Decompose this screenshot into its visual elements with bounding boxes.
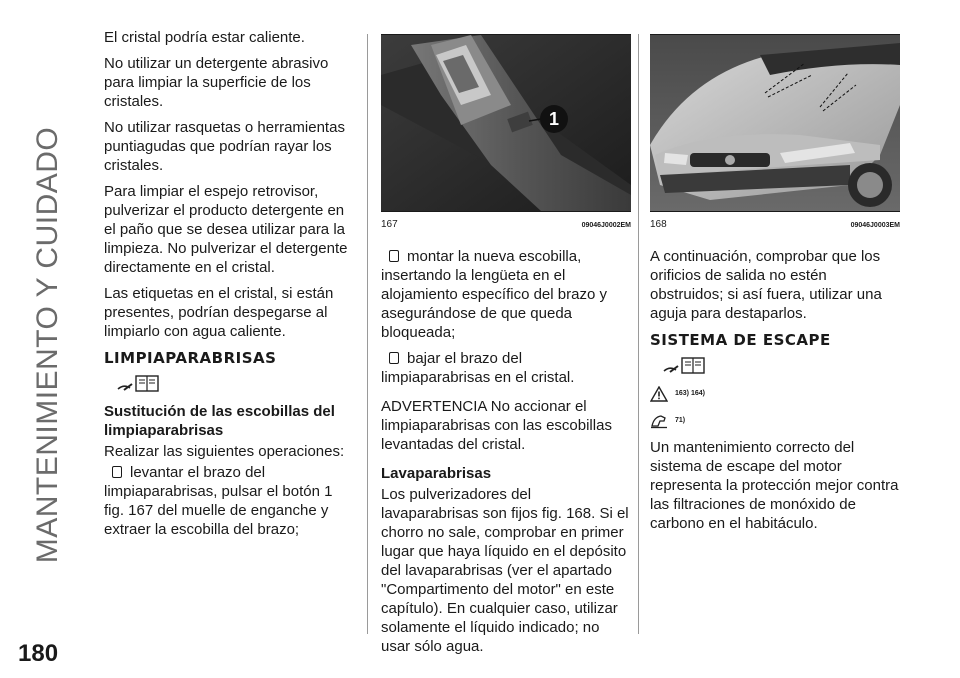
warning-triangle-icon <box>650 386 668 402</box>
subheading-escobillas: Sustitución de las escobillas del limpiaparabrisas <box>104 403 335 439</box>
column-2 <box>381 28 631 663</box>
list-item: montar la nueva escobilla, insertando la lengüeta en el alojamiento específico del brazo y asegurándose de que queda bloqueada; <box>381 248 607 341</box>
paragraph: Realizar las siguientes operaciones: <box>104 443 345 460</box>
column-3 <box>650 28 900 540</box>
figure-caption <box>650 211 900 235</box>
paragraph: A continuación, comprobar que los orificios de salida no estén obstruidos; si así fuera, utilizar una aguja para destaparlos. <box>650 248 882 322</box>
section-title-limpiaparabrisas: LIMPIAPARABRISAS <box>104 349 277 367</box>
checkbox-bullet-icon <box>389 250 399 262</box>
note-ref-row <box>650 411 900 430</box>
list-item: bajar el brazo del limpiaparabrisas en el cristal. <box>381 350 575 386</box>
caution-hand-icon <box>650 413 668 429</box>
paragraph: Un mantenimiento correcto del sistema de escape del motor representa la protección mejor contra las filtraciones de monóxido de carbono en el habitáculo. <box>650 439 899 532</box>
warning-ref-row <box>650 384 900 403</box>
section-title-sistema-de-escape: SISTEMA DE ESCAPE <box>650 331 831 349</box>
subheading-lavaparabrisas: Lavaparabrisas <box>381 465 492 482</box>
figure-168-car-hood <box>650 34 900 211</box>
figure-caption <box>381 211 631 235</box>
figure-167-wiper-blade <box>381 34 631 211</box>
figure-code: 09046J0003EM <box>850 222 900 229</box>
car-washer-illustration <box>650 35 900 211</box>
figure-number: 168 <box>650 219 667 230</box>
checkbox-bullet-icon <box>112 466 122 478</box>
note-refs: 71) <box>675 417 686 424</box>
warning-paragraph: ADVERTENCIA No accionar el limpiaparabrisas con las escobillas levantadas del cristal. <box>381 398 612 453</box>
callout-badge: 1 <box>540 105 568 133</box>
paragraph: Los pulverizadores del lavaparabrisas son fijos fig. 168. Si el chorro no sale, comprobar en primer lugar que haya líquido en el depósito del lavaparabrisas (ver el apartado "Compartimento del motor" en este capítulo). En cualquier caso, utilizar solamente el líquido indicado; no usar sólo agua. <box>381 486 629 655</box>
wiper-blade-illustration <box>381 35 631 211</box>
paragraph: El cristal podría estar caliente. <box>104 29 305 46</box>
chapter-side-title: MANTENIMIENTO Y CUIDADO <box>31 126 64 564</box>
warning-refs: 163) 164) <box>675 390 705 397</box>
paragraph: Las etiquetas en el cristal, si están presentes, podrían despegarse al limpiarlo con agua caliente. <box>104 285 334 340</box>
manual-book-icon <box>662 354 706 376</box>
checkbox-bullet-icon <box>389 352 399 364</box>
paragraph: No utilizar rasquetas o herramientas puntiagudas que podrían rayar los cristales. <box>104 119 345 174</box>
column-1 <box>104 28 354 546</box>
figure-number: 167 <box>381 219 398 230</box>
paragraph: Para limpiar el espejo retrovisor, pulverizar el producto detergente en el paño que se desea utilizar para la limpieza. No pulverizar el detergente directamente en el cristal. <box>104 183 348 276</box>
column-divider-2 <box>638 34 639 634</box>
list-item: levantar el brazo del limpiaparabrisas, pulsar el botón 1 fig. 167 del muelle de enganche y extraer la escobilla del brazo; <box>104 464 333 538</box>
column-divider-1 <box>367 34 368 634</box>
manual-book-icon <box>116 372 160 394</box>
paragraph: No utilizar un detergente abrasivo para limpiar la superficie de los cristales. <box>104 55 329 110</box>
page-number: 180 <box>18 640 59 667</box>
figure-code: 09046J0002EM <box>581 222 631 229</box>
